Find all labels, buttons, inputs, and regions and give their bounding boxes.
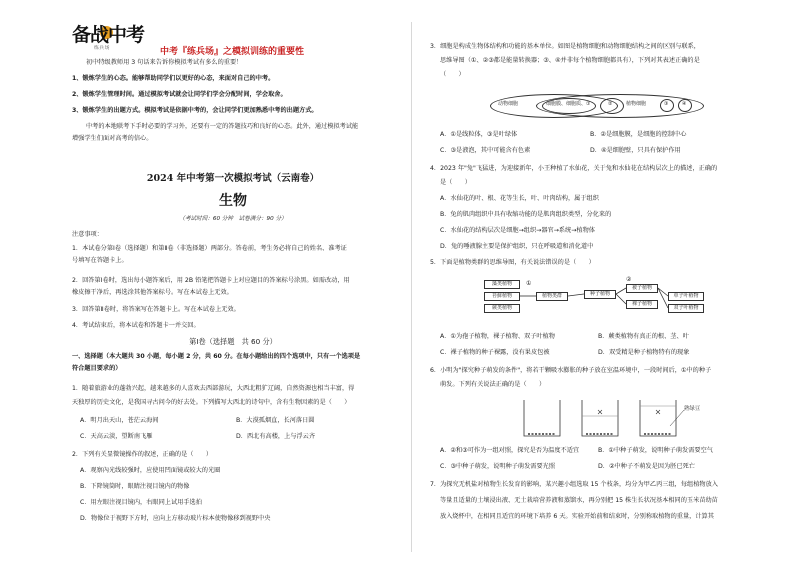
q7-stem: 7．为探究无机盐对植物生长发育的影响，某兴趣小组选取 15 个枝条，均分为甲乙丙三组，每组植物放入	[430, 481, 718, 488]
map-box: 种子植物	[584, 290, 616, 299]
intro-line: 中考的本地联考下手时必要的学习外，还要有一定的答题技巧和良好的心态。此外，通过模拟考试能	[86, 123, 359, 130]
q3-venn-diagram	[490, 92, 710, 122]
q7-stem: 放入烧杯中，在相同且适宜的环境下培养 6 天。实验开始前和结束时，分别称取植物的重量，计算其	[440, 513, 714, 520]
q5-option-b[interactable]: B．蕨类植物有真正的根、茎、叶	[598, 333, 689, 340]
intro-line: 3、锻炼学生的出题方式。模拟考试是依据中考的，会让同学们更加熟悉中考的出题方式。	[72, 107, 318, 114]
intro-line: 1、锻炼学生的心态。能够帮助同学们以更好的心态，来面对自己的中考。	[72, 75, 275, 82]
q4-option-b[interactable]: B．兔的肌肉组织中具有收缩功能的是肌肉组织类型，分化来的	[440, 211, 612, 218]
q4-option-d[interactable]: D．兔的唾液腺主要是保护组织，只在呼吸道和消化道中	[440, 243, 594, 250]
notes-line: 3．回答第Ⅱ卷时，将答案写在答题卡上。写在本试卷上无效。	[72, 306, 240, 313]
q5-option-a[interactable]: A．①为孢子植物，裸子植物、双子叶植物	[440, 333, 555, 340]
q3-option-b[interactable]: B．②是细胞膜，是细胞的控制中心	[590, 131, 687, 138]
map-box: 苔藓植物	[484, 292, 520, 301]
q4-stem: 4．2023 年"兔"飞猛进，为迎接新年，小王种植了水仙花，关于兔和水仙花在结构层次上的描述，正确的	[430, 165, 718, 172]
q3-option-c[interactable]: C．③是液泡，其中可能含有色素	[440, 147, 531, 154]
venn-right-label: 植物细胞	[626, 101, 647, 107]
map-circle-label: ②	[626, 276, 632, 283]
intro-line: 增强学生们面对高考的信心。	[72, 135, 153, 142]
q2-option-d[interactable]: D．物像位于视野下方时，应向上方移动玻片标本使物像移到视野中央	[80, 515, 271, 522]
exam-meta: （考试时间：60 分钟 试卷满分：90 分）	[179, 216, 287, 222]
q6-option-b[interactable]: B．①中种子萌发，说明种子萌发需要空气	[598, 447, 713, 454]
exam-title: 2024 年中考第一次模拟考试（云南卷）	[146, 173, 320, 184]
header-title: 中考『练兵场』之模拟训练的重要性	[160, 47, 305, 57]
column-divider	[411, 22, 412, 552]
notes-line: 1．本试卷分第Ⅰ卷（选择题）和第Ⅱ卷（非选择题）两部分。答卷前，考生务必将自己的姓名、准考证	[72, 245, 347, 252]
q7-stem: 等量且适量的土壤浸出液、无土栽培营养液和蒸馏水，再分别把 15 株生长状况基本相同的玉米苗幼苗	[440, 497, 718, 504]
logo-main: 备战中考	[72, 24, 145, 46]
q4-option-a[interactable]: A．水仙花的叶、根、花等生长，叶、叶肉结构，属于组织	[440, 195, 599, 202]
q1-stem: 1．随着旅游业的蓬勃兴起，越来越多的人喜欢去西部游玩，大西北粗犷辽阔，自然资源也相当丰富，得	[72, 385, 355, 392]
notes-line: 4．考试结束后，将本试卷和答题卡一并交回。	[72, 322, 200, 329]
q6-option-a[interactable]: A．②和③可作为一组对照，探究是否为温度不适宜	[440, 447, 580, 454]
venn-left-label: 动物细胞	[498, 101, 519, 107]
q5-option-c[interactable]: C．裸子植物的种子裸露，没有果皮包被	[440, 349, 550, 356]
map-circle-label: ①	[526, 280, 532, 287]
beaker-label: 熟绿豆	[684, 406, 701, 412]
q5-stem: 5．下面是植物类群的思维导图，有关说法错误的是（ ）	[430, 259, 595, 266]
beaker-2	[582, 400, 618, 436]
q2-stem: 2．下列有关显微镜操作的叙述，正确的是（ ）	[72, 451, 213, 458]
map-box: 单子叶植物	[668, 292, 704, 301]
part-instruction: 一、选择题（本大题共 30 小题，每小题 2 分，共 60 分。在每小题给出的四个选项中，只有一个选项是	[72, 353, 361, 360]
map-box: 裸子植物	[626, 300, 658, 309]
q4-option-c[interactable]: C．水仙花的结构层次是细胞→组织→器官→系统→植物体	[440, 227, 595, 234]
venn-circle-label: ④	[682, 101, 687, 107]
map-box: 藻类植物	[484, 280, 520, 289]
q1-option-a[interactable]: A．明月出天山，苍茫云海间	[80, 417, 159, 424]
notes-heading: 注意事项：	[72, 231, 103, 238]
beaker-1	[524, 400, 560, 436]
part-title: 第Ⅰ卷（选择题 共 60 分）	[189, 337, 277, 346]
q2-option-c[interactable]: C．用左眼注视目镜内，右眼同上试用手选拍	[80, 499, 202, 506]
q2-option-a[interactable]: A．观察內光线较强时，应使用凹面镜或较大的光圈	[80, 467, 221, 474]
exam-subject: 生物	[219, 193, 247, 209]
notes-line: 号填写在答题卡上。	[72, 257, 128, 264]
q3-stem: 思维导图（①、②③都是能量转换器；③、④并非每个植物细胞都具有），下列对其表述正确的是	[440, 57, 700, 64]
intro-line: 初中特级教师用 3 句话来告诉你模拟考试有多么的重要！	[86, 59, 243, 66]
map-box: 被子植物	[626, 284, 658, 293]
notes-line: 2．回答第Ⅰ卷时，选出每小题答案后，用 2B 铅笔把答题卡上对应题目的答案标号涂黑。如需改动，用	[72, 277, 350, 284]
q1-stem: 天独厚的历史文化，是我国寻古问今的好去处。下列描写大西北的诗句中，含有生物因素的是（ ）	[72, 399, 351, 406]
q2-option-b[interactable]: B．下降镜筒时，眼睛注视目镜内的物像	[80, 483, 190, 490]
q6-beaker-diagram	[520, 396, 700, 440]
venn-circle-label: ③	[664, 101, 669, 107]
venn-mid-label: 细胞膜、细胞质、①	[546, 101, 591, 107]
q6-option-d[interactable]: D．②中种子不萌发是因为胚已死亡	[598, 463, 695, 470]
q1-option-b[interactable]: B．大漠孤烟直，长河落日圆	[236, 417, 315, 424]
q5-option-d[interactable]: D．双受精是种子植物特有的现象	[598, 349, 690, 356]
venn-circle-label: ②	[608, 101, 613, 107]
q4-stem: 是（ ）	[440, 179, 471, 186]
logo	[72, 20, 152, 50]
map-box: 双子叶植物	[668, 304, 704, 313]
notes-line: 橡皮擦干净后，再选涂其他答案标号。写在本试卷上无效。	[72, 289, 233, 296]
q6-option-c[interactable]: C．③中种子萌发，说明种子萌发需要光照	[440, 463, 556, 470]
map-connectors	[484, 276, 704, 324]
map-center-box: 植物类群	[536, 292, 568, 301]
q3-option-d[interactable]: D．④是细胞壁，只具有保护作用	[590, 147, 681, 154]
q5-concept-map	[484, 276, 704, 324]
q6-stem: 萌发。下列有关说法正确的是（ ）	[440, 381, 546, 388]
q3-option-a[interactable]: A．①是线粒体，③是叶绿体	[440, 131, 518, 138]
q1-option-d[interactable]: D．西北有高楼，上与浮云齐	[236, 433, 316, 440]
map-box: 蕨类植物	[484, 304, 520, 313]
q6-stem: 6．小明为"探究种子萌发的条件"，将若干颗吸水膨胀的种子放在室温环境中，一段时间后，①中的种子	[430, 367, 712, 374]
intro-line: 2、锻炼学生管理时间。通过模拟考试就会让同学们学会分配时间，学会取舍。	[72, 91, 287, 98]
q1-option-c[interactable]: C．天高云淡，望断南飞雁	[80, 433, 153, 440]
part-instruction: 符合题目要求的）	[72, 365, 122, 372]
beaker-3	[640, 400, 684, 436]
logo-sub: 练兵场	[94, 46, 110, 51]
q3-stem: （ ）	[440, 71, 465, 78]
q3-stem: 3．细胞是构成生物体结构和功能的基本单位。如图是植物细胞和动物细胞结构之间的区别与联系，	[430, 43, 700, 50]
